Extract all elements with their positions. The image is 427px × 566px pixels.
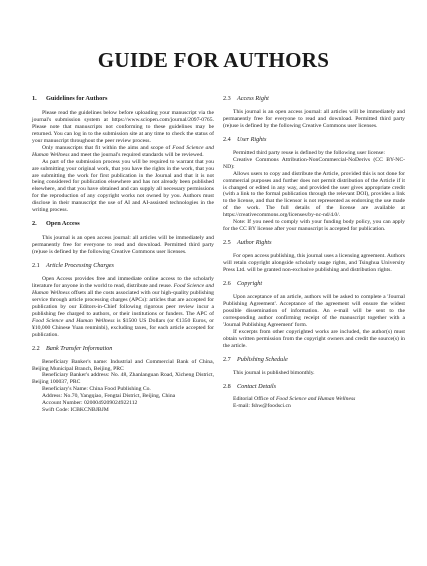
text: offsets all the costs associated with our high-quality publishing service through article processing charges (APCs): articles that are accepted for publication by our Editors-in-Chief following rigorous peer review incur a publishing fee charged to authors, or their institutions or funders. The APC of bbox=[32, 289, 214, 317]
bank-info-line: Beneficiary's Name: China Food Publishing Co. bbox=[42, 386, 151, 393]
subsection-title: Bank Transfer Information bbox=[46, 344, 113, 352]
subsection-number: 2.2 bbox=[32, 344, 40, 352]
subsection-heading bbox=[32, 346, 214, 353]
subsection-title: Access Right bbox=[237, 95, 269, 102]
paragraph: Upon acceptance of an article, authors will be asked to complete a 'Journal Publishing Agreement'. Acceptance of the agreement will ensure the widest possible dissemination of information. An e-mail will be sent to the corresponding author confirming receipt of the manuscript together with a 'Journal Publishing Agreement' form. bbox=[223, 293, 405, 328]
paragraph bbox=[32, 145, 214, 159]
paragraph bbox=[32, 276, 214, 339]
text: Open Access provides free and immediate online access to the scholarly literature for anyone in the world to read, distribute and reuse. bbox=[32, 276, 214, 289]
subsection-title: User Rights bbox=[237, 135, 267, 143]
section-number: 1. bbox=[32, 95, 37, 102]
section-heading bbox=[32, 221, 214, 228]
page-title: GUIDE FOR AUTHORS bbox=[97, 48, 330, 72]
paragraph: For open access publishing, this journal uses a licensing agreement. Authors will retain copyright alongside scholarly usage rights, and Tsinghua University Press Ltd. will be granted non-exclusive publishing and distribution rights. bbox=[223, 253, 406, 274]
paragraph: If excerpts from other copyrighted works are included, the author(s) must obtain written permission from the copyright owners and credit the source(s) in the article. bbox=[223, 328, 405, 349]
subsection-title: Copyright bbox=[237, 280, 263, 288]
text: Editorial Office of bbox=[233, 396, 276, 403]
subsection-number: 2.4 bbox=[223, 135, 231, 143]
text: Only manuscripts that fit within the aims and scope of bbox=[42, 144, 173, 151]
subsection-heading bbox=[223, 240, 405, 247]
bank-info-line: Beneficiary Banker's address: No. 48, Zhanlanguan Road, Xicheng District, Beijing 100037, PRC bbox=[32, 372, 214, 386]
subsection-title: Article Processing Charges bbox=[46, 262, 114, 270]
text: is $1500 US Dollars (or €1350 Euros, or ¥10,000 Chinese Yuan renminbi), excluding taxes, for each article accepted for publication. bbox=[32, 317, 214, 338]
paragraph: Allows users to copy and distribute the Article, provided this is not done for commercial purposes and further does not permit distribution of the Article if it is changed or edited in any way, and provided the user gives appropriate credit (with a link to the formal publication through the relevant DOI), provides a link to the license, and that the licensor is not represented as endorsing the use made of the work. The full details of the license are available at https://creativecommons.org/licenses/by-nc-nd/4.0/. bbox=[223, 170, 405, 219]
contact-email[interactable]: E-mail: fshw@foodsci.cn bbox=[233, 403, 291, 410]
journal-name: Food Science and Human Wellness bbox=[275, 396, 356, 403]
subsection-title: Publishing Schedule bbox=[237, 355, 288, 363]
text: and meet the journal's required standards will be reviewed. bbox=[69, 151, 204, 158]
subsection-number: 2.1 bbox=[32, 262, 40, 270]
subsection-number: 2.3 bbox=[223, 95, 231, 102]
paragraph: This journal is an open access journal: all articles will be immediately and permanently free for everyone to read and download. Permitted third party (re)use is defined by the following Creative Commons user licenses. bbox=[32, 235, 214, 256]
right-column bbox=[223, 96, 405, 410]
journal-name: Food Science and Human Wellness bbox=[32, 144, 214, 158]
subsection-number: 2.6 bbox=[223, 280, 231, 288]
subsection-heading bbox=[32, 263, 214, 270]
subsection-title: Author Rights bbox=[237, 239, 272, 247]
paragraph: This journal is published bimonthly. bbox=[233, 369, 315, 376]
bank-info-line: Account Number: 0200049209024922112 bbox=[42, 400, 138, 407]
subsection-heading bbox=[223, 96, 405, 103]
section-heading bbox=[32, 96, 214, 103]
left-column bbox=[32, 96, 214, 414]
subsection-heading bbox=[223, 357, 405, 364]
paragraph: This journal is an open access journal: all articles will be immediately and permanently free for everyone to read and download. Permitted third party (re)use is defined by the following Creative Commons user licenses. bbox=[223, 108, 405, 129]
section-title: Open Access bbox=[46, 220, 80, 228]
paragraph: Permitted third party reuse is defined by the following user license: bbox=[233, 149, 385, 156]
bank-info-line: Beneficiary Banker's name: Industrial and Commercial Bank of China, Beijing Municipal Branch, Beijing, PRC bbox=[32, 358, 214, 372]
paragraph: As part of the submission process you will be required to warrant that you are submitting your original work, that you have the rights in the work, that you are submitting the work for first publication in the Journal and that it is not being considered for publication elsewhere and has not already been published elsewhere, and that you have obtained and can supply all necessary permissions for the reproduction of any copyright works not owned by you. Authors must disclose in their manuscript the use of AI and AI-assisted technologies in the writing process. bbox=[32, 158, 214, 214]
paragraph: Please read the guidelines below before uploading your manuscript via the journal's submission system at https://www.sciopen.com/journal/2097-0765. Please note that manuscripts not conforming to these guidelines may be returned. You can log in to the submission site at any time to check the status of your manuscript throughout the peer review process. bbox=[32, 109, 214, 144]
bank-info-line: Address: No.70, Yangqiao, Fengtai District, Beijing, China bbox=[42, 393, 176, 400]
subsection-number: 2.7 bbox=[223, 355, 231, 363]
subsection-title: Contact Details bbox=[237, 382, 277, 390]
section-number: 2. bbox=[32, 220, 37, 228]
paragraph: Creative Commons Attribution-NonCommercial-NoDerivs (CC BY-NC-ND): bbox=[223, 156, 405, 170]
subsection-heading bbox=[223, 137, 405, 144]
journal-name: Food Science and Human Wellness bbox=[32, 317, 115, 324]
paragraph: Note: If you need to comply with your funding body policy, you can apply for the CC BY license after your manuscript is accepted for publication. bbox=[223, 219, 405, 233]
section-title: Guidelines for Authors bbox=[46, 95, 108, 102]
journal-name: Food Science and Human Wellness bbox=[32, 282, 214, 296]
subsection-heading bbox=[223, 384, 405, 391]
bank-info-line: Swift Code: ICBKCNBJBJM bbox=[42, 407, 109, 414]
subsection-number: 2.5 bbox=[223, 239, 231, 247]
subsection-heading bbox=[223, 281, 405, 288]
subsection-number: 2.8 bbox=[223, 382, 231, 390]
